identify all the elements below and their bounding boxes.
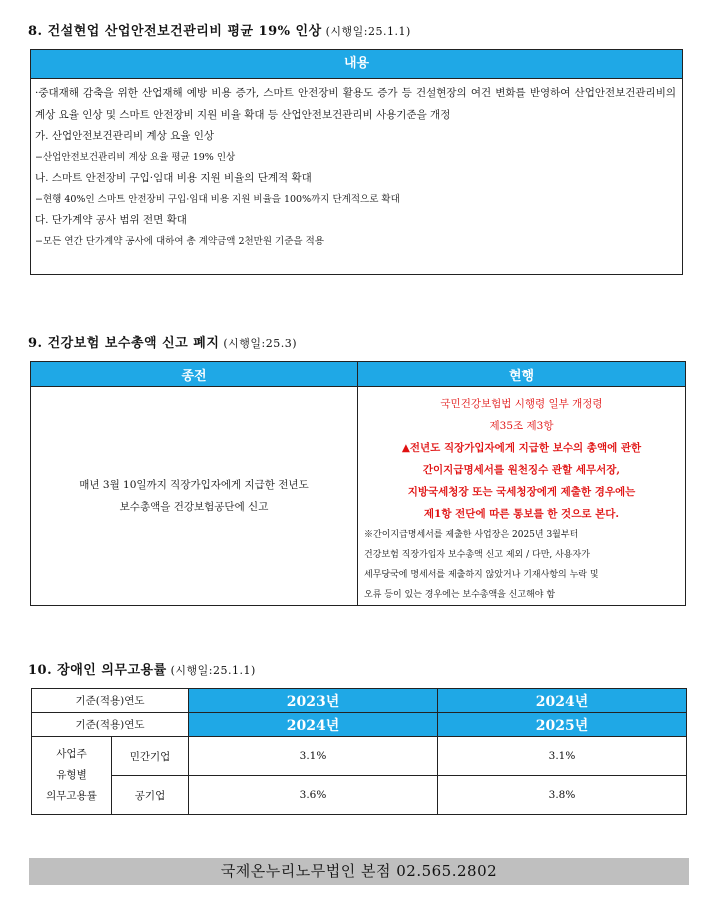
section-10-private-value-2: 3.1% [438,737,687,776]
section-8-item-ga-detail: −산업안전보건관리비 계상 요율 평균 19% 인상 [35,152,236,163]
section-9-effective-date: (시행일:25.3) [223,337,298,350]
section-8-box [30,49,683,275]
section-9-current-amendment [364,393,679,525]
section-10-row1-label: 기준(적용)연도 [32,689,189,713]
section-9-col-current: 현행 [358,362,686,387]
section-9-current-cell [358,387,686,606]
section-9-current-note [364,525,679,605]
section-9-heading: 9. 건강보험 보수총액 신고 폐지 [28,336,220,351]
section-10-group-label [32,737,112,815]
section-8-title [28,20,411,39]
section-9-current-line: 제1항 전단에 따른 통보를 한 것으로 본다. [423,508,620,520]
section-10-group-label-line: 사업주 [56,748,87,760]
section-8-item-da: 다. 단가계약 공사 범위 전면 확대 [35,214,187,226]
section-8-item-na: 나. 스마트 안전장비 구입·임대 비용 지원 비율의 단계적 확대 [35,172,312,184]
section-8-item-ga: 가. 산업안전보건관리비 계상 요율 인상 [35,130,214,142]
section-9-before-line-1: 매년 3월 10일까지 직장가입자에게 지급한 전년도 [79,479,309,491]
section-8-content [31,79,682,252]
section-9-note-line: 건강보험 직장가입자 보수총액 신고 제외 / 다만, 사용자가 [364,550,590,560]
section-10-effective-date: (시행일:25.1.1) [170,664,256,677]
section-10-group-label-line: 유형별 [56,769,87,781]
section-8-header: 내용 [31,50,682,79]
section-10-heading: 10. 장애인 의무고용률 [28,663,167,678]
footer-contact-bar: 국제온누리노무법인 본점 02.565.2802 [29,858,689,885]
section-9-current-line: 제35조 제3항 [489,420,554,432]
section-10-private-value-1: 3.1% [189,737,438,776]
section-9-current-line: 국민건강보험법 시행령 일부 개정령 [440,398,603,410]
section-10-row1-year-2: 2024년 [438,689,687,713]
section-9-note-line: ※간이지급명세서를 제출한 사업장은 2025년 3월부터 [364,530,579,540]
section-9-current-line: 지방국세청장 또는 국세청장에게 제출한 경우에는 [407,486,636,498]
section-8-effective-date: (시행일:25.1.1) [325,25,411,38]
section-10-table [31,688,687,815]
section-9-table [30,361,686,606]
section-10-group-label-line: 의무고용률 [46,790,97,802]
section-10-row2-label: 기준(적용)연도 [32,713,189,737]
section-9-title [28,332,297,351]
section-10-row1-year-1: 2023년 [189,689,438,713]
section-8-paragraph: ·중대재해 감축을 위한 산업재해 예방 비용 증가, 스마트 안전장비 활용도 증가 등 건설현장의 여건 변화를 반영하여 산업안전보건관리비의 계상 요율 인상 및 스마트 안전장비 지원 비율 확대 등 산업안전보건관리비 사용기준을 개정 [35,87,676,121]
section-9-current-line: ▲전년도 직장가입자에게 지급한 보수의 총액에 관한 [401,442,642,454]
section-8-item-na-detail: −현행 40%인 스마트 안전장비 구입·임대 비용 지원 비율을 100%까지 단계적으로 확대 [35,194,400,205]
section-8-item-da-detail: −모든 연간 단가계약 공사에 대하여 총 계약금액 2천만원 기준을 적용 [35,236,324,247]
section-10-title [28,659,256,678]
section-10-private-label: 민간기업 [112,737,189,776]
section-9-current-line: 간이지급명세서를 원천징수 관할 세무서장, [422,464,621,476]
section-9-note-line: 오류 등이 있는 경우에는 보수총액을 신고해야 함 [364,590,556,600]
section-10-public-label: 공기업 [112,776,189,815]
section-9-col-before: 종전 [31,362,358,387]
section-8-heading: 8. 건설현업 산업안전보건관리비 평균 19% 인상 [28,24,322,39]
section-10-row2-year-1: 2024년 [189,713,438,737]
section-9-before-cell [31,387,358,606]
section-10-public-value-1: 3.6% [189,776,438,815]
section-9-before-line-2: 보수총액을 건강보험공단에 신고 [119,501,269,513]
section-9-note-line: 세무당국에 명세서를 제출하지 않았거나 기재사항의 누락 및 [364,570,599,580]
section-10-public-value-2: 3.8% [438,776,687,815]
section-10-row2-year-2: 2025년 [438,713,687,737]
